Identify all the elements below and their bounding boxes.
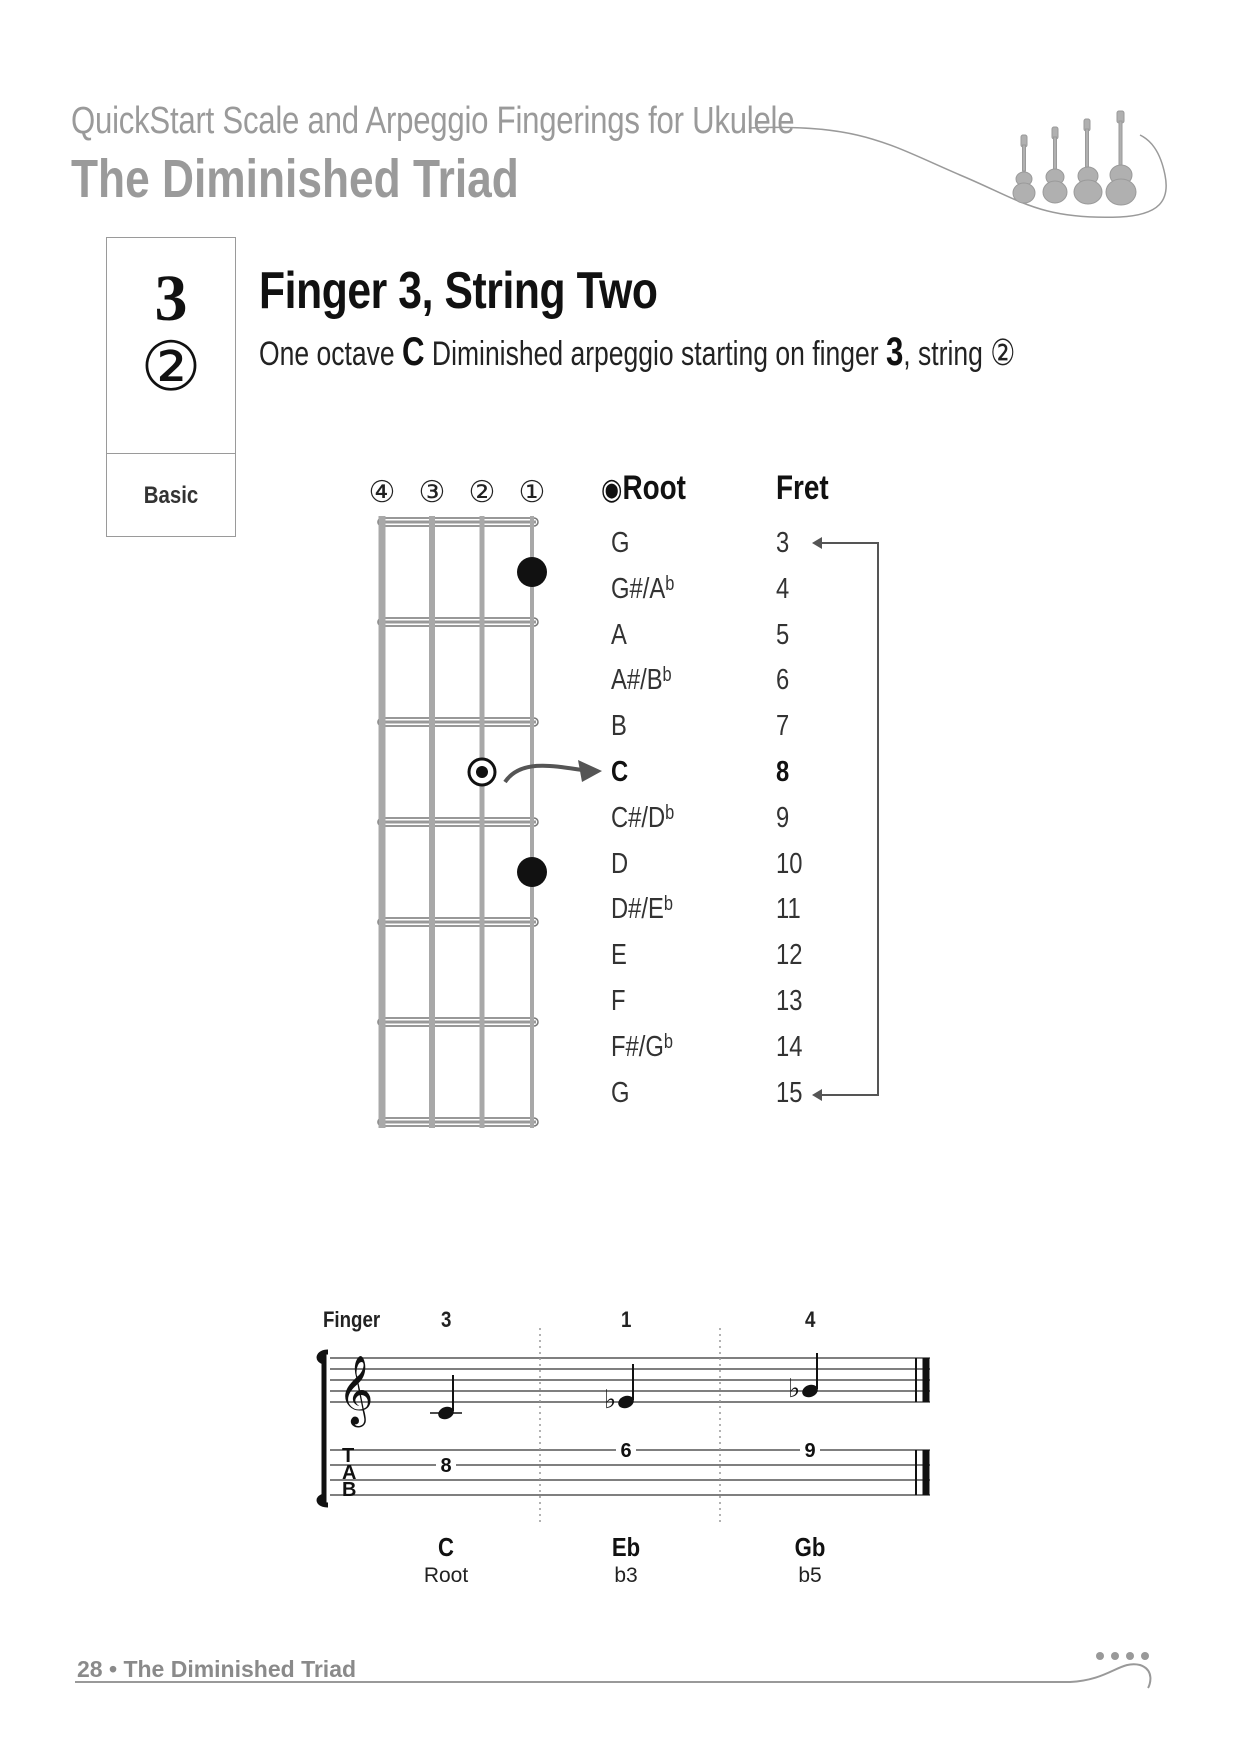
tab-clef-letter: B <box>342 1479 357 1501</box>
fret-number: 3 <box>776 527 790 559</box>
section-title: Finger 3, String Two <box>259 262 658 320</box>
subtitle-finger: 3 <box>885 330 904 374</box>
badge-level: Basic <box>143 482 199 509</box>
fret-number: 9 <box>776 801 790 834</box>
finger-number: 3 <box>441 1307 452 1332</box>
fret-number: 12 <box>776 939 803 972</box>
fret-number: 4 <box>776 572 790 605</box>
page-number: 28 <box>77 1656 103 1682</box>
flat-icon: ♭ <box>788 1374 801 1404</box>
header-decoration <box>740 105 1170 230</box>
footer-title: The Diminished Triad <box>123 1656 357 1682</box>
string-label: ① <box>518 475 546 510</box>
fret-number: 14 <box>776 1030 803 1063</box>
badge-finger-number: 3 <box>154 262 188 335</box>
footer-separator: • <box>108 1656 118 1682</box>
fret-number: 5 <box>776 618 790 651</box>
fret-number: 11 <box>776 893 801 926</box>
ukulele-icon <box>1043 127 1067 203</box>
interval-label: b3 <box>614 1564 638 1587</box>
fret-number: 15 <box>776 1076 803 1109</box>
root-pointer-arrow <box>505 766 582 782</box>
note-name-label: C <box>438 1532 454 1562</box>
staff-note <box>604 1364 636 1415</box>
note-letter: G#/A <box>611 572 666 605</box>
flat-icon: ♭ <box>604 1385 617 1415</box>
note-letter: E <box>611 939 627 972</box>
note-name-label: Gb <box>794 1532 826 1562</box>
series-title: QuickStart Scale and Arpeggio Fingerings for Ukulele <box>71 100 795 142</box>
root-marker-icon: ◉ <box>601 472 623 507</box>
string-label: ④ <box>368 475 396 510</box>
fret-number: 8 <box>776 756 790 788</box>
ukulele-icon <box>1106 111 1136 205</box>
interval-label: b5 <box>798 1564 822 1587</box>
note-letter: G <box>611 1076 630 1109</box>
tab-fret-number: 8 <box>440 1455 452 1477</box>
string-label: ③ <box>418 475 446 510</box>
flat-accidental: b <box>665 801 675 824</box>
fret-label: Fret <box>776 469 829 507</box>
subtitle-string: ② <box>990 333 1016 374</box>
interval-label: Root <box>423 1564 469 1587</box>
badge-string-number: ② <box>140 328 202 407</box>
note-letter: F#/G <box>611 1030 664 1063</box>
system-bracket <box>319 1352 328 1505</box>
subtitle-key: C <box>402 330 425 374</box>
subtitle-text: One octave <box>259 335 403 373</box>
badge-divider <box>106 453 236 454</box>
note-letter: B <box>611 710 627 743</box>
note-letter: C#/D <box>611 801 666 834</box>
tab-clef-letter: A <box>342 1462 357 1484</box>
finger-number: 1 <box>621 1307 632 1332</box>
string-label: ② <box>468 475 496 510</box>
staff-note <box>430 1375 462 1421</box>
footer-rule <box>70 1640 1170 1690</box>
note-letter: A#/B <box>611 664 663 697</box>
finger-row-label: Finger <box>323 1307 381 1332</box>
chapter-title: The Diminished Triad <box>71 149 519 209</box>
treble-clef-icon: 𝄞 <box>338 1355 374 1425</box>
ukulele-icon <box>1074 119 1102 204</box>
flat-accidental: b <box>662 664 672 687</box>
flat-accidental: b <box>663 1030 673 1053</box>
subtitle-text: , string <box>903 335 991 373</box>
note-letter: G <box>611 527 630 559</box>
note-letter: C <box>611 756 629 788</box>
flat-accidental: b <box>663 893 673 916</box>
ukulele-icon <box>1013 135 1035 203</box>
note-letter: D#/E <box>611 893 664 926</box>
tab-fret-number: 9 <box>804 1440 816 1462</box>
range-arrows <box>460 520 900 1120</box>
tab-fret-number: 6 <box>620 1440 632 1462</box>
fret-number: 6 <box>776 664 790 697</box>
note-letter: A <box>611 618 627 651</box>
staff-note <box>788 1353 820 1404</box>
flat-accidental: b <box>665 572 675 595</box>
root-legend <box>601 469 686 508</box>
subtitle-text: Diminished arpeggio starting on finger <box>424 335 886 373</box>
note-letter: D <box>611 847 629 880</box>
finger-number: 4 <box>805 1307 816 1332</box>
tab-clef-letter: T <box>342 1445 355 1467</box>
fret-number: 13 <box>776 985 803 1017</box>
note-name-label: Eb <box>611 1532 641 1562</box>
note-letter: F <box>611 985 626 1017</box>
section-subtitle <box>259 330 1015 375</box>
root-label: Root <box>622 469 686 507</box>
fret-number: 10 <box>776 847 803 880</box>
fret-number: 7 <box>776 710 790 743</box>
